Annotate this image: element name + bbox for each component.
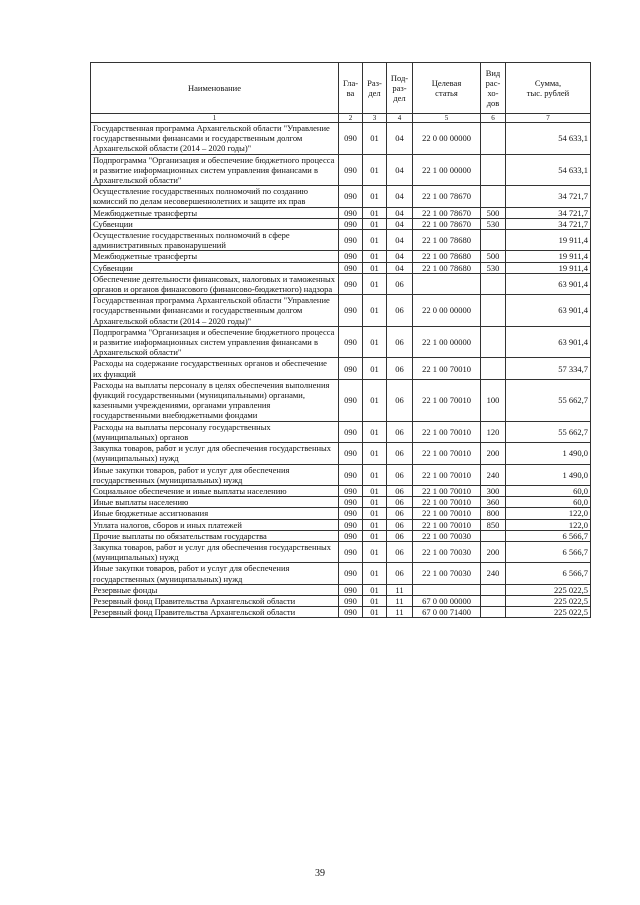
row-glava: 090 [339, 541, 363, 562]
row-podrazdel: 04 [387, 251, 413, 262]
row-vid: 800 [481, 508, 506, 519]
row-vid [481, 358, 506, 379]
row-vid [481, 326, 506, 358]
row-name: Подпрограмма "Организация и обеспечение бюджетного процесса и развитие информационных систем управления финансами в Архангельской области" [91, 154, 339, 186]
row-razdel: 01 [363, 595, 387, 606]
table-row [91, 541, 591, 562]
row-name: Иные закупки товаров, работ и услуг для обеспечения государственных (муниципальных) нужд [91, 464, 339, 485]
header-glava: Гла- ва [339, 63, 363, 114]
row-target: 22 1 00 00000 [413, 154, 481, 186]
row-vid [481, 230, 506, 251]
row-name: Резервный фонд Правительства Архангельской области [91, 607, 339, 618]
row-razdel: 01 [363, 154, 387, 186]
row-podrazdel: 04 [387, 123, 413, 155]
table-row [91, 563, 591, 584]
col-number: 5 [413, 114, 481, 123]
row-podrazdel: 11 [387, 584, 413, 595]
row-target: 22 1 00 70010 [413, 519, 481, 530]
row-target: 22 1 00 70030 [413, 541, 481, 562]
row-name: Обеспечение деятельности финансовых, налоговых и таможенных органов и органов финансового (финансово-бюджетного) надзора [91, 273, 339, 294]
row-razdel: 01 [363, 530, 387, 541]
col-number: 1 [91, 114, 339, 123]
row-target: 22 1 00 70010 [413, 379, 481, 421]
row-target: 22 1 00 70030 [413, 530, 481, 541]
page-number: 39 [315, 868, 325, 879]
table-row [91, 207, 591, 218]
row-name: Расходы на выплаты персоналу в целях обеспечения выполнения функций государственными (муниципальными) органами, казенными учреждениями, органами управления государственными внебюджетными фондами [91, 379, 339, 421]
table-row [91, 497, 591, 508]
row-sum: 6 566,7 [506, 530, 591, 541]
row-razdel: 01 [363, 295, 387, 327]
row-name: Прочие выплаты по обязательствам государства [91, 530, 339, 541]
row-vid: 850 [481, 519, 506, 530]
row-name: Осуществление государственных полномочий в сфере административных правонарушений [91, 230, 339, 251]
row-vid: 100 [481, 379, 506, 421]
table-row [91, 218, 591, 229]
row-sum: 60,0 [506, 497, 591, 508]
row-name: Расходы на выплаты персоналу государственных (муниципальных) органов [91, 421, 339, 442]
row-sum: 6 566,7 [506, 563, 591, 584]
row-name: Государственная программа Архангельской области "Управление государственными финансами и государственным долгом Архангельской области (2014 – 2020 годы)" [91, 123, 339, 155]
row-target: 22 1 00 70010 [413, 421, 481, 442]
table-row [91, 251, 591, 262]
row-sum: 60,0 [506, 485, 591, 496]
row-glava: 090 [339, 563, 363, 584]
row-target [413, 273, 481, 294]
table-row [91, 358, 591, 379]
table-row [91, 530, 591, 541]
table-row [91, 519, 591, 530]
row-vid: 240 [481, 563, 506, 584]
row-vid [481, 154, 506, 186]
row-sum: 54 633,1 [506, 154, 591, 186]
row-sum: 34 721,7 [506, 186, 591, 207]
row-glava: 090 [339, 273, 363, 294]
row-target: 22 1 00 78680 [413, 262, 481, 273]
table-row [91, 123, 591, 155]
row-razdel: 01 [363, 230, 387, 251]
row-glava: 090 [339, 154, 363, 186]
table-row [91, 421, 591, 442]
row-vid [481, 530, 506, 541]
row-sum: 63 901,4 [506, 273, 591, 294]
budget-table [90, 62, 591, 618]
row-vid [481, 607, 506, 618]
budget-table-container [90, 62, 590, 618]
row-target: 67 0 00 71400 [413, 607, 481, 618]
row-sum: 63 901,4 [506, 295, 591, 327]
row-razdel: 01 [363, 186, 387, 207]
row-vid [481, 273, 506, 294]
row-target: 22 0 00 00000 [413, 295, 481, 327]
row-razdel: 01 [363, 262, 387, 273]
row-sum: 55 662,7 [506, 421, 591, 442]
row-glava: 090 [339, 497, 363, 508]
row-vid [481, 186, 506, 207]
table-row [91, 595, 591, 606]
row-target: 22 1 00 70010 [413, 443, 481, 464]
col-number: 2 [339, 114, 363, 123]
row-razdel: 01 [363, 584, 387, 595]
row-glava: 090 [339, 443, 363, 464]
row-glava: 090 [339, 421, 363, 442]
row-sum: 225 022,5 [506, 584, 591, 595]
row-sum: 19 911,4 [506, 262, 591, 273]
row-sum: 54 633,1 [506, 123, 591, 155]
row-razdel: 01 [363, 563, 387, 584]
header-vid: Вид рас- хо- дов [481, 63, 506, 114]
header-razdel: Раз- дел [363, 63, 387, 114]
row-name: Подпрограмма "Организация и обеспечение бюджетного процесса и развитие информационных систем управления финансами в Архангельской области" [91, 326, 339, 358]
row-name: Государственная программа Архангельской области "Управление государственными финансами и государственным долгом Архангельской области (2014 – 2020 годы)" [91, 295, 339, 327]
row-glava: 090 [339, 607, 363, 618]
row-glava: 090 [339, 207, 363, 218]
row-sum: 63 901,4 [506, 326, 591, 358]
row-target: 22 1 00 78670 [413, 218, 481, 229]
row-glava: 090 [339, 464, 363, 485]
row-vid: 360 [481, 497, 506, 508]
row-sum: 225 022,5 [506, 607, 591, 618]
row-target: 22 1 00 70030 [413, 563, 481, 584]
row-razdel: 01 [363, 379, 387, 421]
row-glava: 090 [339, 295, 363, 327]
row-podrazdel: 04 [387, 262, 413, 273]
table-row [91, 186, 591, 207]
column-number-row [91, 114, 591, 123]
row-name: Уплата налогов, сборов и иных платежей [91, 519, 339, 530]
row-name: Субвенции [91, 262, 339, 273]
row-name: Иные бюджетные ассигнования [91, 508, 339, 519]
table-row [91, 262, 591, 273]
row-razdel: 01 [363, 464, 387, 485]
row-target: 22 0 00 00000 [413, 123, 481, 155]
row-name: Межбюджетные трансферты [91, 207, 339, 218]
row-glava: 090 [339, 485, 363, 496]
row-target: 22 1 00 70010 [413, 497, 481, 508]
row-razdel: 01 [363, 273, 387, 294]
row-podrazdel: 04 [387, 230, 413, 251]
row-name: Осуществление государственных полномочий по созданию комиссий по делам несовершеннолетних и защите их прав [91, 186, 339, 207]
row-razdel: 01 [363, 207, 387, 218]
row-target: 22 1 00 78670 [413, 207, 481, 218]
header-name: Наименование [91, 63, 339, 114]
row-podrazdel: 06 [387, 379, 413, 421]
row-target: 22 1 00 70010 [413, 358, 481, 379]
col-number: 4 [387, 114, 413, 123]
row-target: 22 1 00 70010 [413, 464, 481, 485]
row-razdel: 01 [363, 508, 387, 519]
table-row [91, 508, 591, 519]
row-name: Расходы на содержание государственных органов и обеспечение их функций [91, 358, 339, 379]
row-razdel: 01 [363, 607, 387, 618]
row-razdel: 01 [363, 443, 387, 464]
row-name: Закупка товаров, работ и услуг для обеспечения государственных (муниципальных) нужд [91, 541, 339, 562]
table-row [91, 273, 591, 294]
row-razdel: 01 [363, 123, 387, 155]
row-name: Резервный фонд Правительства Архангельской области [91, 595, 339, 606]
row-podrazdel: 06 [387, 519, 413, 530]
row-name: Иные выплаты населению [91, 497, 339, 508]
row-podrazdel: 06 [387, 421, 413, 442]
row-podrazdel: 06 [387, 541, 413, 562]
header-sum: Сумма, тыс. рублей [506, 63, 591, 114]
row-razdel: 01 [363, 251, 387, 262]
row-sum: 55 662,7 [506, 379, 591, 421]
row-vid [481, 123, 506, 155]
row-sum: 122,0 [506, 519, 591, 530]
row-podrazdel: 06 [387, 326, 413, 358]
row-target: 22 1 00 78680 [413, 251, 481, 262]
row-vid: 200 [481, 541, 506, 562]
row-glava: 090 [339, 262, 363, 273]
row-glava: 090 [339, 519, 363, 530]
row-vid [481, 295, 506, 327]
row-podrazdel: 06 [387, 295, 413, 327]
table-body [91, 123, 591, 618]
row-glava: 090 [339, 123, 363, 155]
row-podrazdel: 04 [387, 207, 413, 218]
row-name: Межбюджетные трансферты [91, 251, 339, 262]
row-razdel: 01 [363, 541, 387, 562]
row-name: Социальное обеспечение и иные выплаты населению [91, 485, 339, 496]
row-podrazdel: 06 [387, 273, 413, 294]
row-glava: 090 [339, 230, 363, 251]
row-target [413, 584, 481, 595]
row-sum: 1 490,0 [506, 464, 591, 485]
row-podrazdel: 06 [387, 563, 413, 584]
row-podrazdel: 06 [387, 443, 413, 464]
row-sum: 34 721,7 [506, 207, 591, 218]
header-podrazdel: Под- раз- дел [387, 63, 413, 114]
table-row [91, 154, 591, 186]
row-razdel: 01 [363, 519, 387, 530]
row-podrazdel: 06 [387, 464, 413, 485]
table-row [91, 485, 591, 496]
row-glava: 090 [339, 508, 363, 519]
row-glava: 090 [339, 595, 363, 606]
row-target: 22 1 00 78680 [413, 230, 481, 251]
row-sum: 122,0 [506, 508, 591, 519]
row-podrazdel: 04 [387, 154, 413, 186]
col-number: 3 [363, 114, 387, 123]
row-vid [481, 584, 506, 595]
row-glava: 090 [339, 218, 363, 229]
table-row [91, 295, 591, 327]
row-razdel: 01 [363, 326, 387, 358]
row-target: 22 1 00 00000 [413, 326, 481, 358]
row-target: 22 1 00 78670 [413, 186, 481, 207]
row-razdel: 01 [363, 358, 387, 379]
row-podrazdel: 04 [387, 186, 413, 207]
row-vid: 200 [481, 443, 506, 464]
row-podrazdel: 06 [387, 485, 413, 496]
row-target: 22 1 00 70010 [413, 485, 481, 496]
table-row [91, 607, 591, 618]
row-vid: 500 [481, 251, 506, 262]
row-razdel: 01 [363, 485, 387, 496]
table-row [91, 230, 591, 251]
header-row [91, 63, 591, 114]
row-sum: 19 911,4 [506, 251, 591, 262]
row-sum: 6 566,7 [506, 541, 591, 562]
row-glava: 090 [339, 186, 363, 207]
row-podrazdel: 06 [387, 530, 413, 541]
row-vid: 530 [481, 218, 506, 229]
table-row [91, 326, 591, 358]
row-vid [481, 595, 506, 606]
table-row [91, 379, 591, 421]
row-vid: 300 [481, 485, 506, 496]
row-sum: 57 334,7 [506, 358, 591, 379]
header-target: Целевая статья [413, 63, 481, 114]
row-podrazdel: 06 [387, 508, 413, 519]
row-name: Иные закупки товаров, работ и услуг для обеспечения государственных (муниципальных) нужд [91, 563, 339, 584]
row-podrazdel: 06 [387, 358, 413, 379]
row-glava: 090 [339, 530, 363, 541]
row-podrazdel: 11 [387, 607, 413, 618]
table-row [91, 584, 591, 595]
row-vid: 120 [481, 421, 506, 442]
col-number: 7 [506, 114, 591, 123]
row-vid: 500 [481, 207, 506, 218]
row-glava: 090 [339, 379, 363, 421]
row-name: Резервные фонды [91, 584, 339, 595]
col-number: 6 [481, 114, 506, 123]
table-row [91, 443, 591, 464]
row-razdel: 01 [363, 497, 387, 508]
row-sum: 19 911,4 [506, 230, 591, 251]
row-target: 67 0 00 00000 [413, 595, 481, 606]
row-glava: 090 [339, 358, 363, 379]
row-vid: 240 [481, 464, 506, 485]
table-row [91, 464, 591, 485]
row-podrazdel: 11 [387, 595, 413, 606]
row-sum: 34 721,7 [506, 218, 591, 229]
row-glava: 090 [339, 251, 363, 262]
row-glava: 090 [339, 584, 363, 595]
row-razdel: 01 [363, 421, 387, 442]
row-target: 22 1 00 70010 [413, 508, 481, 519]
row-sum: 1 490,0 [506, 443, 591, 464]
row-podrazdel: 06 [387, 497, 413, 508]
row-name: Закупка товаров, работ и услуг для обеспечения государственных (муниципальных) нужд [91, 443, 339, 464]
row-name: Субвенции [91, 218, 339, 229]
row-podrazdel: 04 [387, 218, 413, 229]
row-razdel: 01 [363, 218, 387, 229]
row-glava: 090 [339, 326, 363, 358]
row-sum: 225 022,5 [506, 595, 591, 606]
row-vid: 530 [481, 262, 506, 273]
